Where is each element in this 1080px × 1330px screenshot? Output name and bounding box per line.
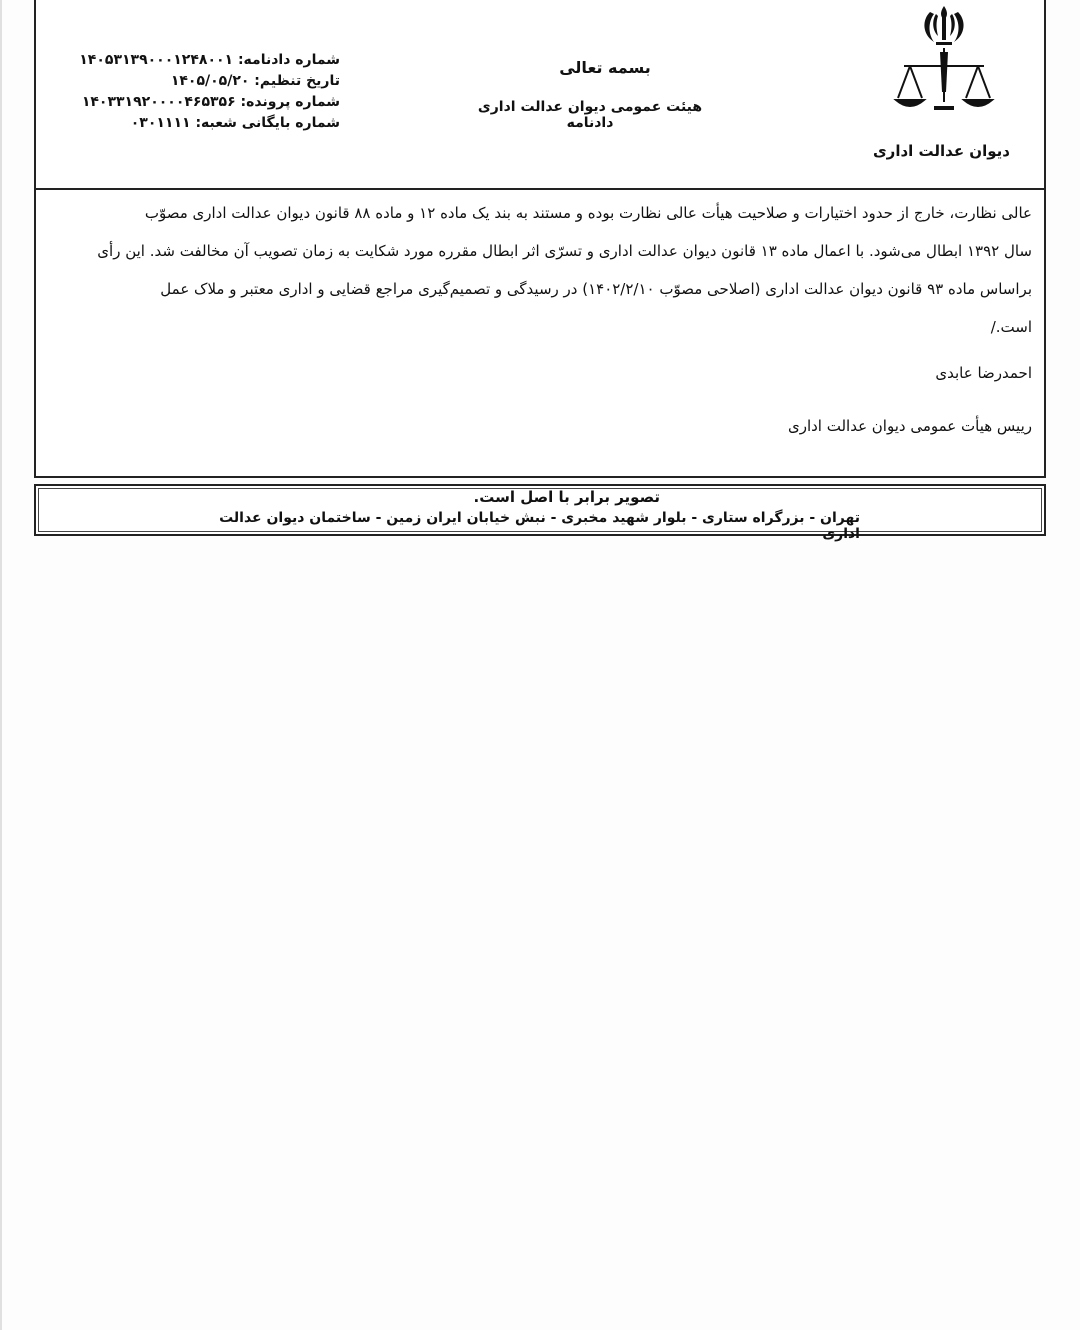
meta-label: شماره بایگانی شعبه: bbox=[195, 115, 340, 131]
court-name: دیوان عدالت اداری bbox=[872, 142, 1010, 160]
paragraph-line: سال ۱۳۹۲ ابطال می‌شود. با اعمال ماده ۱۳ قانون دیوان عدالت اداری و تسرّی اثر ابطال مقرره مورد شکایت به زمان تصویب آن مخالفت شد. این رأی bbox=[97, 242, 1032, 260]
meta-value: ۱۴۰۵/۰۵/۲۰ bbox=[170, 73, 250, 89]
paragraph-line: براساس ماده ۹۳ قانون دیوان عدالت اداری (اصلاحی مصوّب ۱۴۰۲/۲/۱۰) در رسیدگی و تصمیم‌گیری مراجع قضایی و اداری معتبر و ملاک عمل bbox=[160, 280, 1032, 298]
date-row bbox=[40, 71, 340, 92]
basmala: بسمه تعالی bbox=[559, 58, 651, 77]
paragraph-line: است./ bbox=[990, 318, 1032, 336]
file-number-row bbox=[40, 92, 340, 113]
meta-value: ۰۳۰۱۱۱۱ bbox=[130, 115, 191, 131]
meta-label: شماره دادنامه: bbox=[237, 52, 340, 68]
meta-label: شماره پرونده: bbox=[240, 94, 340, 110]
paragraph-line: عالی نظارت، خارج از حدود اختیارات و صلاحیت هیأت عالی نظارت بوده و مستند به بند یک ماده ۱۲ و ماده ۸۸ قانون دیوان عدالت اداری مصوّب bbox=[144, 204, 1032, 222]
meta-label: تاریخ تنظیم: bbox=[254, 73, 340, 89]
ruling-paragraph bbox=[60, 194, 1032, 346]
meta-value: ۱۴۰۵۳۱۳۹۰۰۰۱۲۴۸۰۰۱ bbox=[79, 52, 234, 68]
iran-emblem-icon bbox=[890, 2, 998, 122]
archive-number-row bbox=[40, 113, 340, 134]
certified-copy-note: تصویر برابر با اصل است. bbox=[473, 488, 660, 506]
document-type: دادنامه bbox=[566, 115, 614, 131]
signer-title: رییس هیأت عمومی دیوان عدالت اداری bbox=[787, 417, 1032, 435]
court-address: تهران - بزرگراه ستاری - بلوار شهید مخبری - نبش خیابان ایران زمین - ساختمان دیوان عدالت اداری bbox=[219, 510, 860, 542]
board-title: هیئت عمومی دیوان عدالت اداری bbox=[477, 99, 703, 115]
signer-name: احمدرضا عابدی bbox=[935, 364, 1032, 382]
meta-value: ۱۴۰۳۳۱۹۲۰۰۰۰۴۶۵۳۵۶ bbox=[81, 94, 236, 110]
header-titles bbox=[440, 58, 740, 131]
page-left-edge bbox=[0, 0, 2, 1330]
case-number-row bbox=[40, 50, 340, 71]
document-metadata bbox=[40, 50, 340, 134]
